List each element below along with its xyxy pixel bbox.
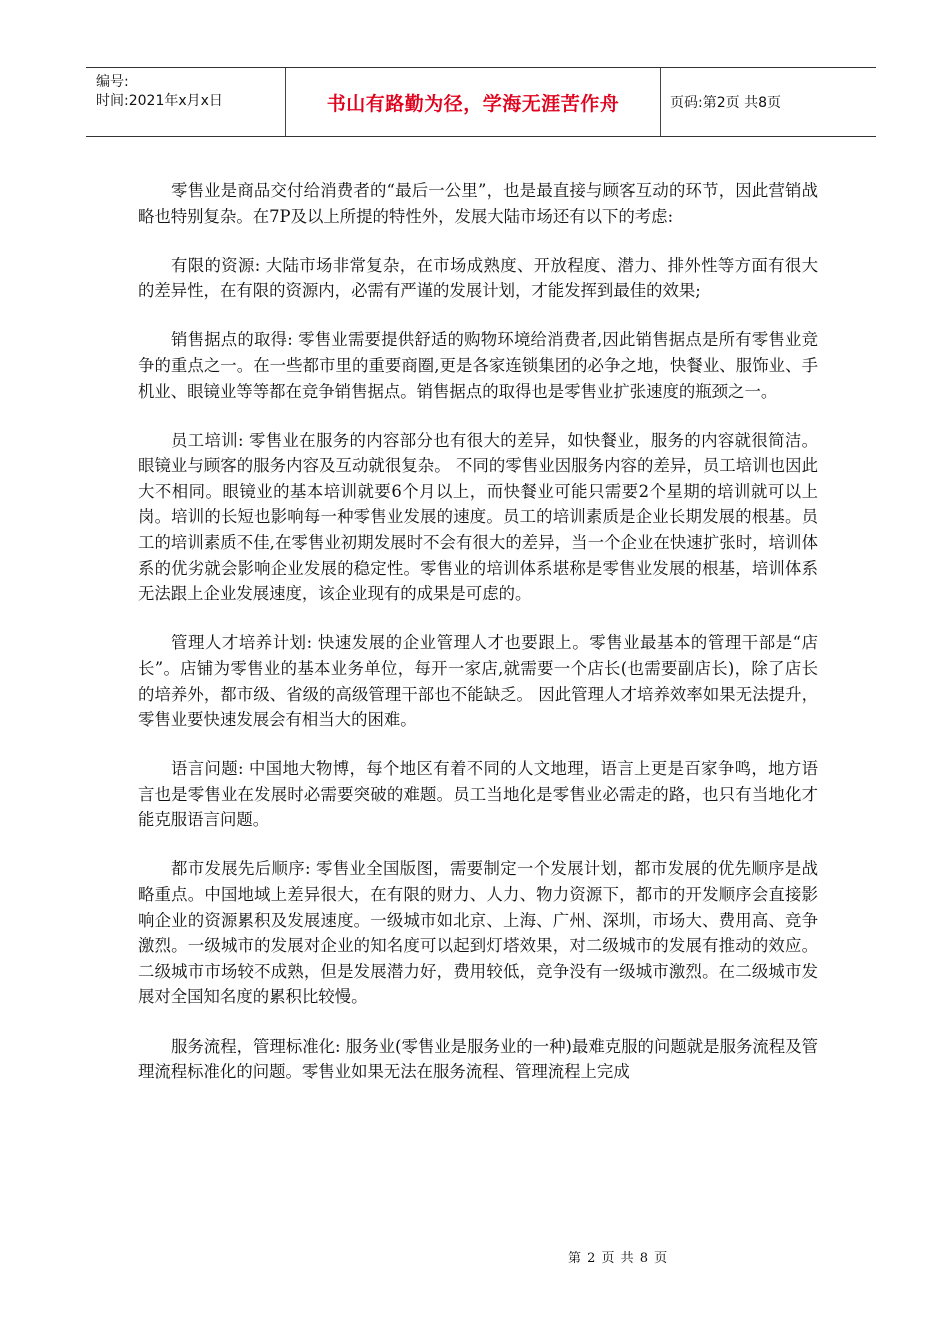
page-header bbox=[86, 67, 876, 137]
paragraph-limited-resources: 有限的资源: 大陆市场非常复杂，在市场成熟度、开放程度、潜力、排外性等方面有很大的差异性，在有限的资源内，必需有严谨的发展计划，才能发挥到最佳的效果; bbox=[138, 255, 818, 301]
page-footer: 第 2 页 共 8 页 bbox=[568, 1251, 668, 1266]
header-motto: 书山有路勤为径，学海无涯苦作舟 bbox=[326, 92, 620, 115]
paragraph-intro: 零售业是商品交付给消费者的“最后一公里”，也是最直接与顾客互动的环节，因此营销战略也特别复杂。在7P及以上所提的特性外，发展大陆市场还有以下的考虑: bbox=[138, 181, 818, 226]
paragraph-service-process: 服务流程，管理标准化: 服务业(零售业是服务业的一种)最难克服的问题就是服务流程及管理流程标准化的问题。零售业如果无法在服务流程、管理流程上完成 bbox=[138, 1036, 818, 1082]
paragraph-staff-training: 员工培训: 零售业在服务的内容部分也有很大的差异，如快餐业，服务的内容就很简洁。 眼镜业与顾客的服务内容及互动就很复杂。 不同的零售业因服务内容的差异，员工培训也因此大不相同。眼镜业的基本培训就要6个月以上，而快餐业可能只需要2个星期的培训就可以上岗。培训的长短也影响每一种零售业发展的速度。员工的培训素质是企业长期发展的根基。员工的培训素质不佳,在零售业初期发展时不会有很大的差异，当一个企业在快速扩张时，培训体系的优劣就会影响企业发展的稳定性。零售业的培训体系堪称是零售业发展的根基，培训体系无法跟上企业发展速度，该企业现有的成果是可虑的。 bbox=[138, 430, 818, 604]
paragraph-sales-locations: 销售据点的取得: 零售业需要提供舒适的购物环境给消费者,因此销售据点是所有零售业竞争的重点之一。在一些都市里的重要商圈,更是各家连锁集团的必争之地，快餐业、服饰业、手机业、眼镜业等等都在竞争销售据点。销售据点的取得也是零售业扩张速度的瓶颈之一。 bbox=[138, 330, 818, 401]
header-page-number: 页码:第2页 共8页 bbox=[670, 95, 781, 111]
paragraph-city-order: 都市发展先后顺序: 零售业全国版图，需要制定一个发展计划，都市发展的优先顺序是战略重点。中国地域上差异很大，在有限的财力、人力、物力资源下，都市的开发顺序会直接影响企业的资源累积及发展速度。一级城市如北京、上海、广州、深圳，市场大、费用高、竞争激烈。一级城市的发展对企业的知名度可以起到灯塔效果，对二级城市的发展有推动的效应。二级城市市场较不成熟，但是发展潜力好，费用较低，竞争没有一级城市激烈。在二级城市发展对全国知名度的累积比较慢。 bbox=[138, 859, 818, 1007]
header-meta bbox=[86, 68, 286, 136]
header-page-cell bbox=[661, 68, 876, 136]
paragraph-management-talent: 管理人才培养计划: 快速发展的企业管理人才也要跟上。零售业最基本的管理干部是“店长”。店铺为零售业的基本业务单位，每开一家店,就需要一个店长(也需要副店长)，除了店长的培养外，都市级、省级的高级管理干部也不能缺乏。 因此管理人才培养效率如果无法提升，零售业要快速发展会有相当大的困难。 bbox=[138, 633, 818, 730]
document-body bbox=[138, 178, 818, 1108]
header-motto-cell bbox=[286, 68, 661, 136]
paragraph-language: 语言问题: 中国地大物博，每个地区有着不同的人文地理，语言上更是百家争鸣，地方语言也是零售业在发展时必需要突破的难题。员工当地化是零售业必需走的路，也只有当地化才能克服语言问题。 bbox=[138, 759, 818, 830]
document-number-label: 编号: bbox=[96, 74, 129, 90]
document-time-label: 时间:2021年x月x日 bbox=[96, 93, 223, 109]
